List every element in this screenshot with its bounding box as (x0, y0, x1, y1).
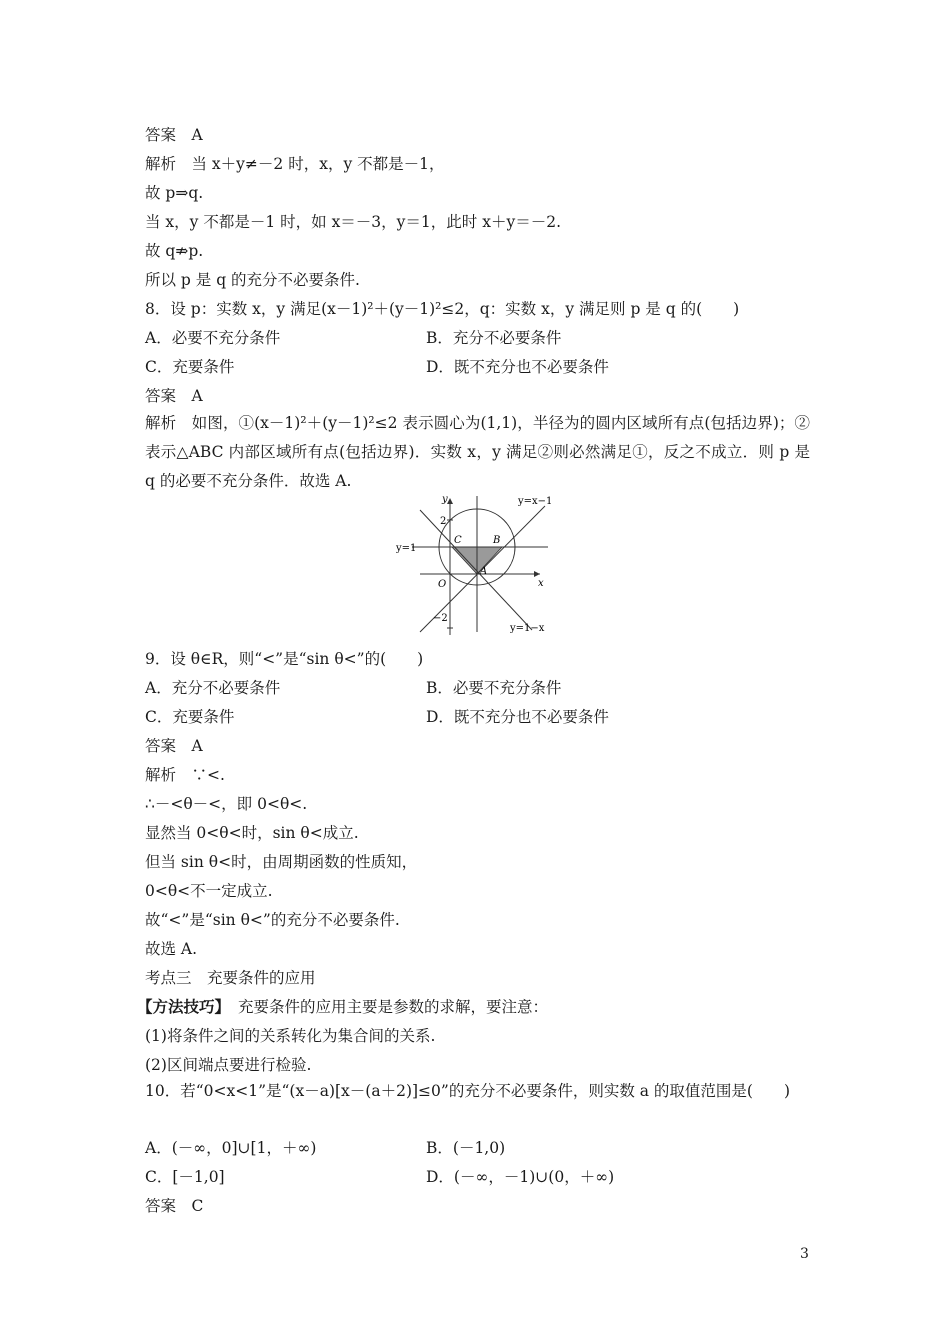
question-8-option-a: A．必要不充分条件 (145, 329, 281, 347)
question-10-option-d: D．(－∞，－1)∪(0，＋∞) (426, 1168, 615, 1186)
label-line-y1: y=1 (396, 543, 417, 554)
analysis-9-line2: ∴－<θ－<，即 0<θ<. (145, 795, 308, 813)
label-point-b: B (493, 535, 501, 546)
analysis-8: 解析 如图，①(x－1)²＋(y－1)²≤2 表示圆心为(1,1)，半径为的圆内区域所有点(包括边界)；②表示△ABC 内部区域所有点(包括边界)．实数 x，y 满足②则必然满足①，反之不成立．则 p 是 q 的必要不充分条件．故选 A. (145, 414, 810, 490)
question-8-option-b: B．充分不必要条件 (426, 329, 562, 347)
label-point-a: A (480, 566, 488, 577)
method-tip (137, 996, 548, 1018)
section-heading: 考点三 充要条件的应用 (145, 969, 316, 987)
question-9-option-c: C．充要条件 (145, 708, 235, 726)
label-x-axis: x (538, 578, 544, 589)
question-9-option-a: A．充分不必要条件 (145, 679, 281, 697)
region-diagram (390, 490, 560, 640)
y-axis-arrow (447, 498, 453, 504)
analysis-9-line3: 显然当 0<θ<时，sin θ<成立. (145, 824, 359, 842)
analysis-7-line2: 故 p⇒q. (145, 184, 204, 202)
question-9-option-b: B．必要不充分条件 (426, 679, 562, 697)
question-9-option-d: D．既不充分也不必要条件 (426, 708, 609, 726)
analysis-7-line3: 当 x，y 不都是－1 时，如 x＝－3，y＝1，此时 x＋y＝－2. (145, 213, 562, 231)
analysis-9-line7: 故选 A. (145, 940, 198, 958)
answer-9: 答案 A (145, 737, 203, 755)
analysis-7-line4: 故 q⇏p. (145, 242, 204, 260)
method-text: 充要条件的应用主要是参数的求解，要注意： (238, 998, 549, 1016)
question-8-stem: 8．设 p：实数 x，y 满足(x－1)²＋(y－1)²≤2，q：实数 x，y 满足则 p 是 q 的( ) (145, 300, 740, 318)
line-y-equals-1-minus-x (420, 510, 532, 630)
label-point-c: C (454, 535, 462, 546)
answer-7: 答案 A (145, 126, 203, 144)
analysis-9-line5: 0<θ<不一定成立. (145, 882, 273, 900)
method-item-1: (1)将条件之间的关系转化为集合间的关系. (145, 1027, 436, 1045)
analysis-9-line1: 解析 ∵<. (145, 766, 225, 784)
label-line-y1x: y=1−x (510, 623, 545, 634)
question-9-stem: 9．设 θ∈R，则“<”是“sin θ<”的( ) (145, 650, 424, 668)
analysis-9-line6: 故“<”是“sin θ<”的充分不必要条件. (145, 911, 400, 929)
question-10-stem: 10．若“0<x<1”是“(x－a)[x－(a＋2)]≤0”的充分不必要条件，则实数 a 的取值范围是( ) (145, 1082, 791, 1100)
analysis-7-line5: 所以 p 是 q 的充分不必要条件. (145, 271, 360, 289)
x-axis-arrow (534, 571, 540, 577)
question-8-option-d: D．既不充分也不必要条件 (426, 358, 609, 376)
label-tick-neg2: −2 (433, 613, 448, 624)
analysis-9-line4: 但当 sin θ<时，由周期函数的性质知， (145, 853, 418, 871)
analysis-7-line1: 解析 当 x＋y≠－2 时，x，y 不都是－1， (145, 155, 445, 173)
question-8-option-c: C．充要条件 (145, 358, 235, 376)
label-line-yx1: y=x−1 (518, 496, 553, 507)
question-10-option-a: A．(－∞，0]∪[1，＋∞) (145, 1139, 317, 1157)
answer-8: 答案 A (145, 387, 203, 405)
method-item-2: (2)区间端点要进行检验. (145, 1056, 312, 1074)
page-number: 3 (800, 1246, 809, 1262)
question-10-option-c: C．[－1,0] (145, 1168, 225, 1186)
label-y-axis: y (442, 494, 448, 505)
method-tag: 【方法技巧】 (137, 997, 231, 1016)
question-10-option-b: B．(－1,0) (426, 1139, 506, 1157)
label-tick-2: 2 (440, 516, 447, 527)
label-origin: O (438, 579, 447, 590)
answer-10: 答案 C (145, 1197, 204, 1215)
